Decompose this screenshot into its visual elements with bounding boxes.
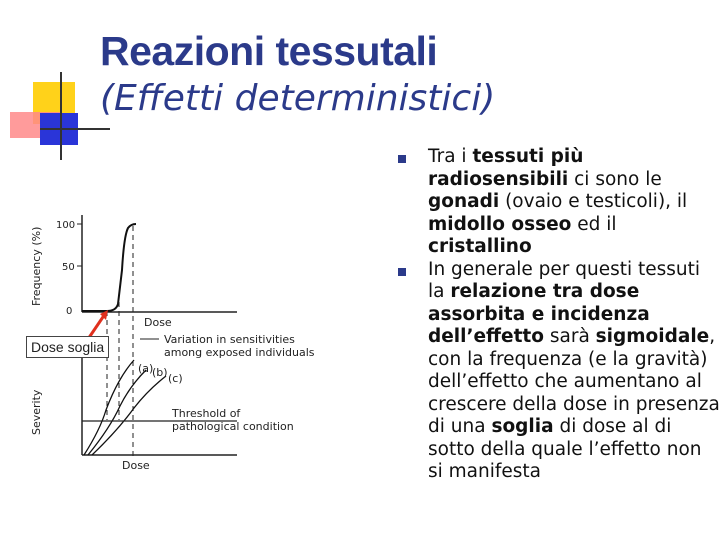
curve-label-b: (b) (152, 366, 168, 379)
bottom-y-axis-label: Severity (30, 389, 43, 435)
curve-label-c: (c) (168, 372, 183, 385)
severity-curve-a (84, 360, 134, 455)
bullet-square-icon (398, 268, 406, 276)
tick-label-100: 100 (56, 220, 76, 231)
bullet-list (396, 146, 720, 484)
bullet-text-bold: sigmoidale (595, 326, 710, 347)
decorative-logo (0, 0, 110, 160)
logo-horizontal-line (40, 128, 110, 130)
bullet-text-bold: relazione tra dose assorbita e incidenza dell’effetto (428, 281, 650, 347)
bullet-text-segment: di dose al di sotto della quale l’effetto non si manifesta (428, 416, 702, 482)
bullet-text (428, 259, 720, 483)
top-y-axis-label: Frequency (%) (30, 226, 43, 306)
bullet-text-segment: , con la frequenza (e la gravità) dell’effetto che aumentano al crescere della dose in presenza di una (428, 326, 720, 437)
bullet-text-bold: midollo osseo (428, 213, 572, 235)
bullet-text (428, 146, 687, 257)
variation-label-line2: among exposed individuals (164, 346, 315, 359)
tick-label-0: 0 (66, 306, 73, 317)
slide-subtitle: (Effetti deterministici) (100, 78, 496, 119)
bullet-item (396, 146, 720, 259)
bullet-text-bold: soglia (491, 416, 554, 437)
bullet-text-bold: gonadi (428, 191, 500, 212)
bullet-text-segment: Tra i (428, 146, 473, 167)
dose-soglia-label: Dose soglia (26, 336, 109, 358)
bullet-text-segment: ci sono le (568, 168, 662, 190)
bullet-text-segment: sarà (543, 326, 596, 347)
variation-label-line1: Variation in sensitivities (164, 333, 295, 346)
bullet-square-icon (398, 155, 406, 163)
severity-curve-b (88, 370, 146, 455)
bullet-item (396, 259, 720, 484)
severity-curve-c (92, 376, 166, 455)
bottom-x-axis-label: Dose (122, 459, 150, 472)
logo-vertical-line (60, 72, 62, 160)
bullet-text-segment: (ovaio e testicoli), il (499, 191, 688, 212)
top-x-axis-label: Dose (144, 316, 172, 329)
tick-label-50: 50 (62, 262, 75, 273)
curve-label-a: (a) (138, 362, 154, 375)
slide-title: Reazioni tessutali (100, 28, 438, 74)
bullet-text-segment: In generale per questi tessuti la (428, 258, 701, 302)
threshold-label-line1: Threshold of (172, 407, 241, 420)
threshold-label-line2: pathological condition (172, 420, 294, 433)
sigmoid-curve (82, 224, 136, 311)
bullet-text-bold: cristallino (428, 236, 532, 257)
bullet-text-segment: ed il (571, 213, 617, 235)
bullet-text-bold: tessuti più radiosensibili (428, 146, 584, 190)
